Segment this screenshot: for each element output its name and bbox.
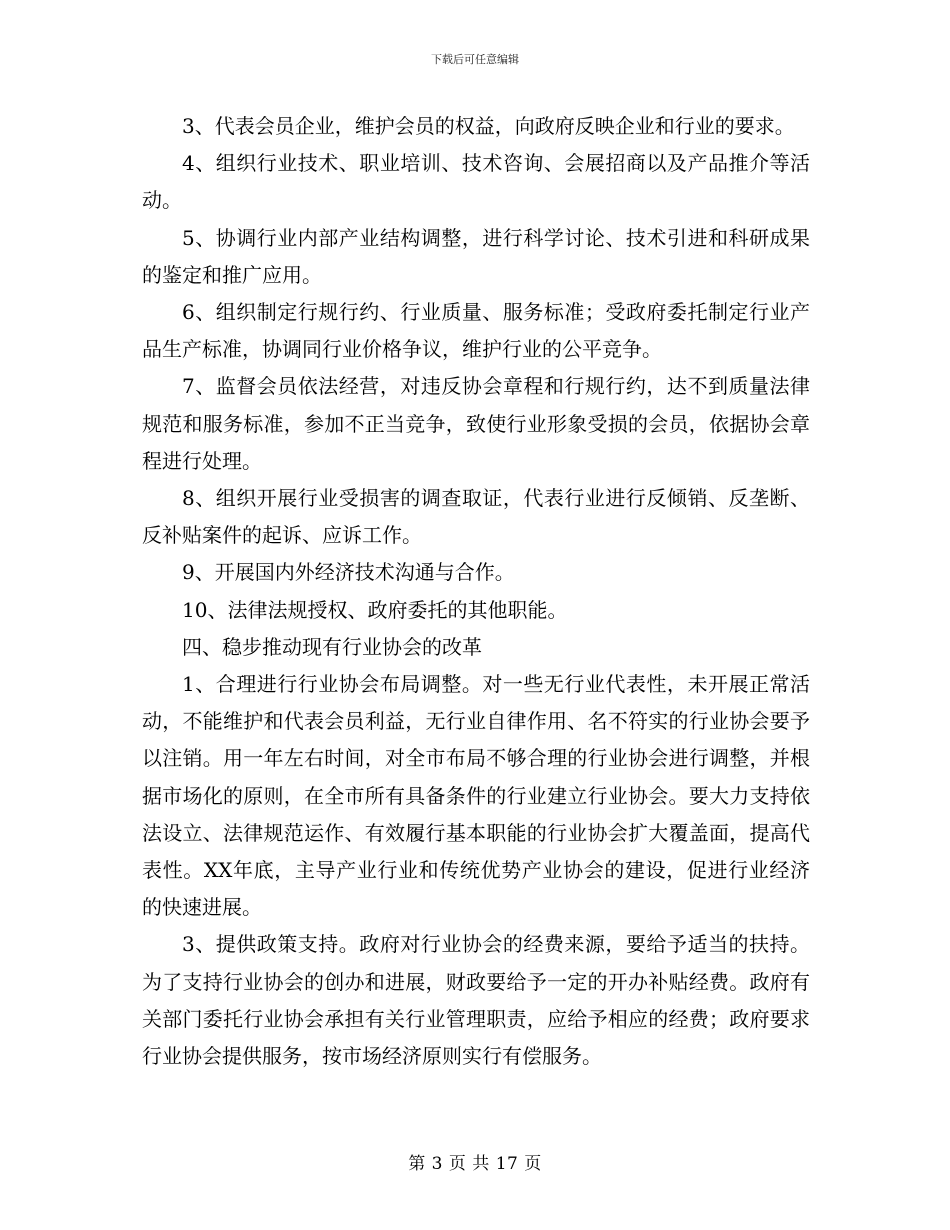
page-header-note: 下载后可任意编辑	[431, 53, 519, 66]
paragraph-item-4: 4、组织行业技术、职业培训、技术咨询、会展招商以及产品推介等活动。	[142, 151, 810, 213]
footer-prefix: 第	[408, 1154, 426, 1174]
paragraph-item-3: 3、代表会员企业，维护会员的权益，向政府反映企业和行业的要求。	[182, 114, 795, 138]
paragraph-item-10: 10、法律法规授权、政府委托的其他职能。	[182, 597, 568, 622]
paragraph-item-5: 5、协调行业内部产业结构调整，进行科学讨论、技术引进和科研成果的鉴定和推广应用。	[142, 225, 810, 287]
paragraph-item-6: 6、组织制定行规行约、行业质量、服务标准；受政府委托制定行业产品生产标准，协调同行业价格争议，维护行业的公平竞争。	[142, 300, 810, 362]
page-number-footer	[0, 1153, 950, 1175]
paragraph-item-8: 8、组织开展行业受损害的调查取证，代表行业进行反倾销、反垄断、反补贴案件的起诉、应诉工作。	[142, 486, 810, 548]
footer-suffix: 页	[524, 1154, 542, 1174]
footer-middle: 页 共	[448, 1154, 490, 1174]
document-body	[142, 108, 810, 1075]
paragraph-item-9: 9、开展国内外经济技术沟通与合作。	[182, 560, 515, 585]
section-heading-4: 四、稳步推动现有行业协会的改革	[182, 634, 482, 659]
paragraph-item-7: 7、监督会员依法经营，对违反协会章程和行规行约，达不到质量法律规范和服务标准，参加不正当竞争，致使行业形象受损的会员，依据协会章程进行处理。	[142, 374, 810, 473]
footer-page-number: 3	[431, 1154, 443, 1174]
paragraph-policy-support: 3、提供政策支持。政府对行业协会的经费来源，要给予适当的扶持。为了支持行业协会的创办和进展，财政要给予一定的开办补贴经费。政府有关部门委托行业协会承担有关行业管理职责，应给予相应的经费；政府要求行业协会提供服务，按市场经济原则实行有偿服务。	[142, 932, 810, 1069]
footer-total-pages: 17	[495, 1154, 519, 1174]
paragraph-layout-adjustment: 1、合理进行行业协会布局调整。对一些无行业代表性，未开展正常活动，不能维护和代表会员利益，无行业自律作用、名不符实的行业协会要予以注销。用一年左右时间，对全市布局不够合理的行业协会进行调整，并根据市场化的原则，在全市所有具备条件的行业建立行业协会。要大力支持依法设立、法律规范运作、有效履行基本职能的行业协会扩大覆盖面，提高代表性。XX年底，主导产业行业和传统优势产业协会的建设，促进行业经济的快速进展。	[142, 672, 810, 920]
